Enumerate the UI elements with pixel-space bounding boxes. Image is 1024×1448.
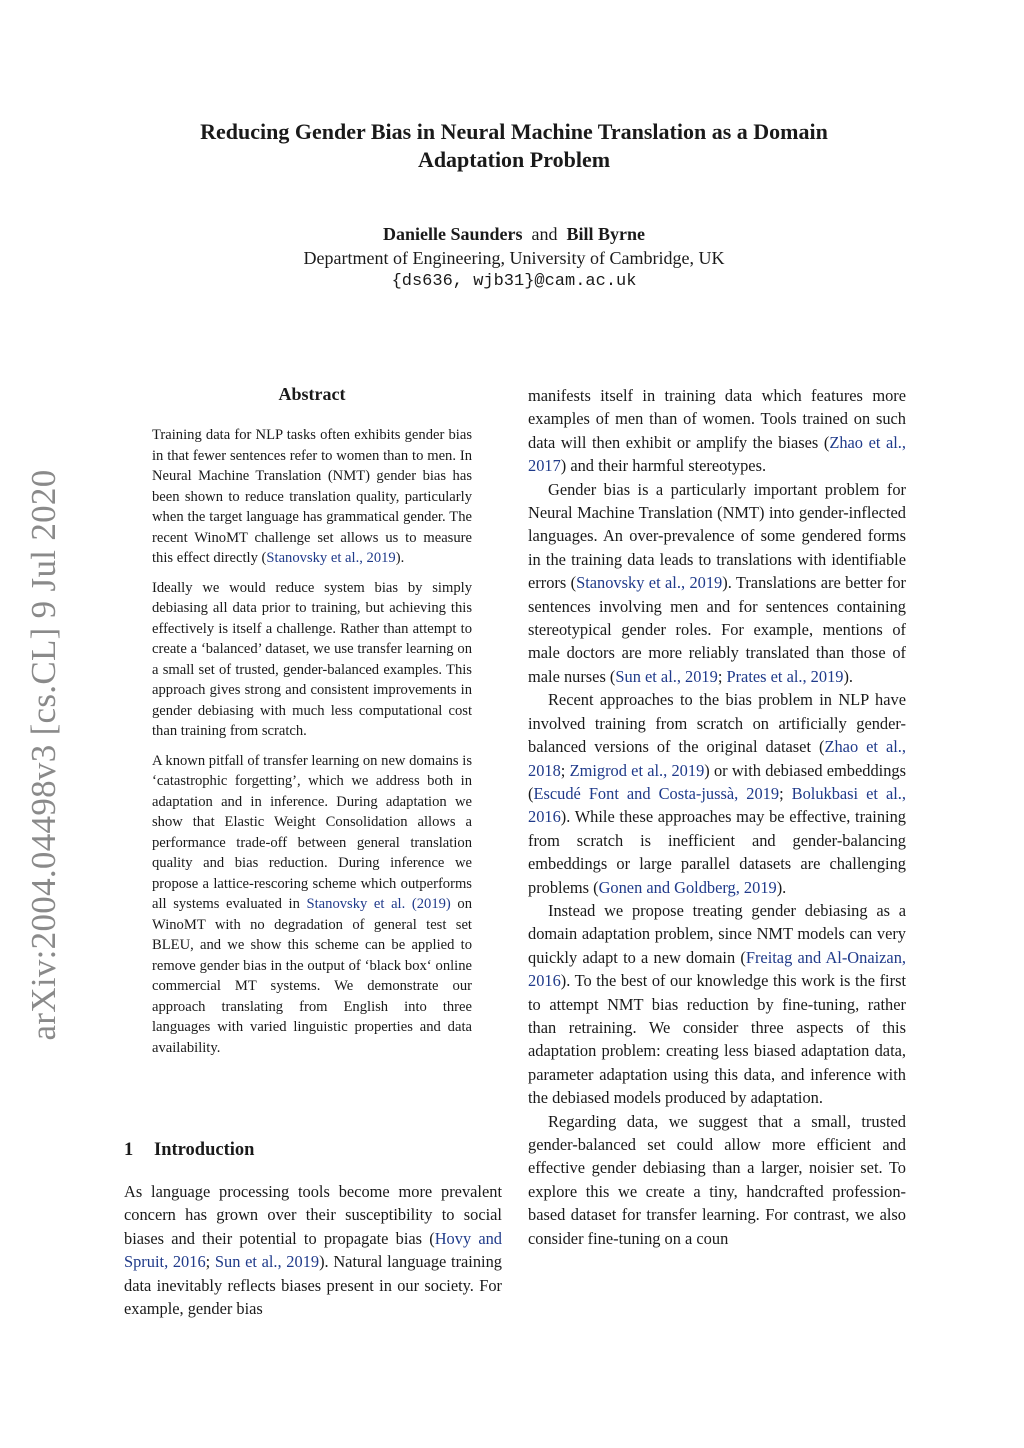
citation-link[interactable]: Zhao et al., 2017 [528, 432, 906, 476]
abstract-body [152, 425, 472, 1067]
intro-text: As language processing tools become more prevalent concern has grown over their susceptibility to social biases and their potential to propagate bias ( [124, 1182, 502, 1248]
citation-link[interactable]: Sun et al., 2019 [615, 666, 718, 686]
intro-paragraph-1 [124, 1180, 502, 1320]
right-column [528, 384, 906, 1250]
arxiv-identifier-sidebar [18, 460, 70, 1050]
abstract-paragraph-2: Ideally we would reduce system bias by simply debiasing all data prior to training, but achieving this effectively is itself a challenge. Rather than attempt to create a ‘balanced’ dataset, we use transfer learning on a small set of trusted, gender-balanced examples. This approach gives strong and consistent improvements in gender debiasing with much less computational cost than training from scratch. [152, 579, 472, 739]
citation-link[interactable]: Sun et al., 2019 [214, 1252, 320, 1272]
abstract-p1-end: ). [395, 550, 405, 566]
author-email: {ds636, wjb31}@cam.ac.uk [391, 272, 637, 291]
citation-link[interactable]: Zhao et al., 2018 [528, 737, 906, 780]
abstract-paragraph-3 [152, 751, 472, 1059]
intro-text: ). Natural language training data inevitably reflects biases present in our society. For example, gender bias [124, 1252, 502, 1319]
right-paragraph-2 [528, 478, 906, 689]
right-paragraph-1 [528, 384, 906, 478]
abstract-p3-end: on WinoMT with no degradation of general test set BLEU, and we show this scheme can be applied to remove gender bias in the output of ‘black box‘ online commercial MT systems. We demonstrate our approach translating from English into three languages with varied linguistic properties and data availability. [152, 896, 472, 1056]
author-names [150, 222, 878, 246]
author-2: Bill Byrne [566, 224, 646, 244]
affiliation: Department of Engineering, University of Cambridge, UK [303, 248, 725, 268]
paragraph-text: ) and their harmful stereotypes. [560, 456, 767, 476]
paragraph-text: ). [776, 877, 787, 897]
paragraph-text: Gender bias is a particularly important problem for Neural Machine Translation (NMT) into gender-inflected languages. An over-prevalence of some gendered forms in the training data leads to translations with identifiable errors ( [528, 479, 906, 593]
citation-link[interactable]: Hovy and Spruit, 2016 [124, 1228, 503, 1272]
section-title: Introduction [154, 1140, 255, 1160]
abstract-p1-text: Training data for NLP tasks often exhibits gender bias in that fewer sentences refer to women than to men. In Neural Machine Translation (NMT) gender bias has been shown to reduce translation quality, particularly when the target language has grammatical gender. The recent WinoMT challenge set allows us to measure this effect directly ( [152, 427, 472, 566]
abstract-heading: Abstract [278, 384, 346, 404]
citation-separator: ; [717, 666, 727, 686]
abstract-paragraph-1 [152, 425, 472, 569]
author-1: Danielle Saunders [382, 224, 523, 244]
paragraph-text: manifests itself in training data which features more examples of men than of women. Tools trained on such data will then exhibit or amplify the biases ( [528, 386, 906, 452]
paper-title [150, 118, 878, 174]
citation-link[interactable]: Stanovsky et al., 2019 [266, 550, 396, 566]
author-block [150, 222, 878, 294]
citation-separator: ; [560, 760, 570, 780]
paragraph-text: Recent approaches to the bias problem in NLP have involved training from scratch on artificially gender-balanced versions of the original dataset ( [528, 690, 906, 757]
title-line-1: Reducing Gender Bias in Neural Machine Translation as a Domain [200, 119, 828, 144]
section-number: 1 [124, 1140, 134, 1160]
citation-link[interactable]: Stanovsky et al., 2019 [576, 573, 723, 593]
paragraph-text: Instead we propose treating gender debiasing as a domain adaptation problem, since NMT models can very quickly adapt to a new domain ( [528, 900, 906, 967]
author-conjunction: and [531, 224, 558, 244]
paragraph-text: ). [843, 666, 854, 686]
citation-link[interactable]: Escudé Font and Costa-jussà, 2019 [533, 783, 780, 803]
title-line-2: Adaptation Problem [417, 147, 611, 172]
citation-link[interactable]: Gonen and Goldberg, 2019 [598, 877, 777, 897]
citation-link[interactable]: Bolukbasi et al., 2016 [528, 783, 907, 827]
citation-separator: ; [205, 1252, 215, 1272]
introduction-left-column [124, 1180, 502, 1320]
paragraph-text: ). Translations are better for sentences involving men and for sentences containing stereotypical gender roles. For example, mentions of male doctors are more reliably translated than those of male nurses ( [528, 573, 907, 686]
citation-separator: ; [779, 783, 792, 803]
right-paragraph-5: Regarding data, we suggest that a small, trusted gender-balanced set could allow more efficient and effective gender debiasing than a larger, noisier set. To explore this we create a tiny, handcrafted profession-based dataset for transfer learning. For contrast, we also consider fine-tuning on a coun [528, 1111, 906, 1248]
citation-link[interactable]: Zmigrod et al., 2019 [569, 760, 705, 780]
citation-link[interactable]: Prates et al., 2019 [726, 666, 844, 686]
right-paragraph-4 [528, 899, 906, 1110]
citation-link[interactable]: Stanovsky et al. (2019) [306, 896, 451, 912]
abstract-p3-text: A known pitfall of transfer learning on new domains is ‘catastrophic forgetting’, which we address both in adaptation and in inference. During adaptation we show that Elastic Weight Consolidation allows a performance trade-off between general translation quality and bias reduction. During inference we propose a lattice-rescoring scheme which outperforms all systems evaluated in [152, 752, 472, 912]
paragraph-text: ). While these approaches may be effective, training from scratch is inefficient and gender-balancing embeddings or large parallel datasets are challenging problems ( [528, 807, 906, 897]
citation-link[interactable]: Freitag and Al-Onaizan, 2016 [528, 947, 906, 991]
arxiv-identifier: arXiv:2004.04498v3 [cs.CL] 9 Jul 2020 [24, 469, 63, 1041]
right-paragraph-3 [528, 688, 906, 899]
paragraph-text: ). To the best of our knowledge this work is the first to attempt NMT bias reduction by fine-tuning, rather than retraining. We consider three aspects of this adaptation problem: creating less biased adaptation data, parameter adaptation using this data, and inference with the debiased models produced by adaptation. [528, 971, 906, 1108]
section-heading-introduction [124, 1140, 254, 1161]
paragraph-text: ) or with debiased embeddings ( [528, 760, 906, 803]
